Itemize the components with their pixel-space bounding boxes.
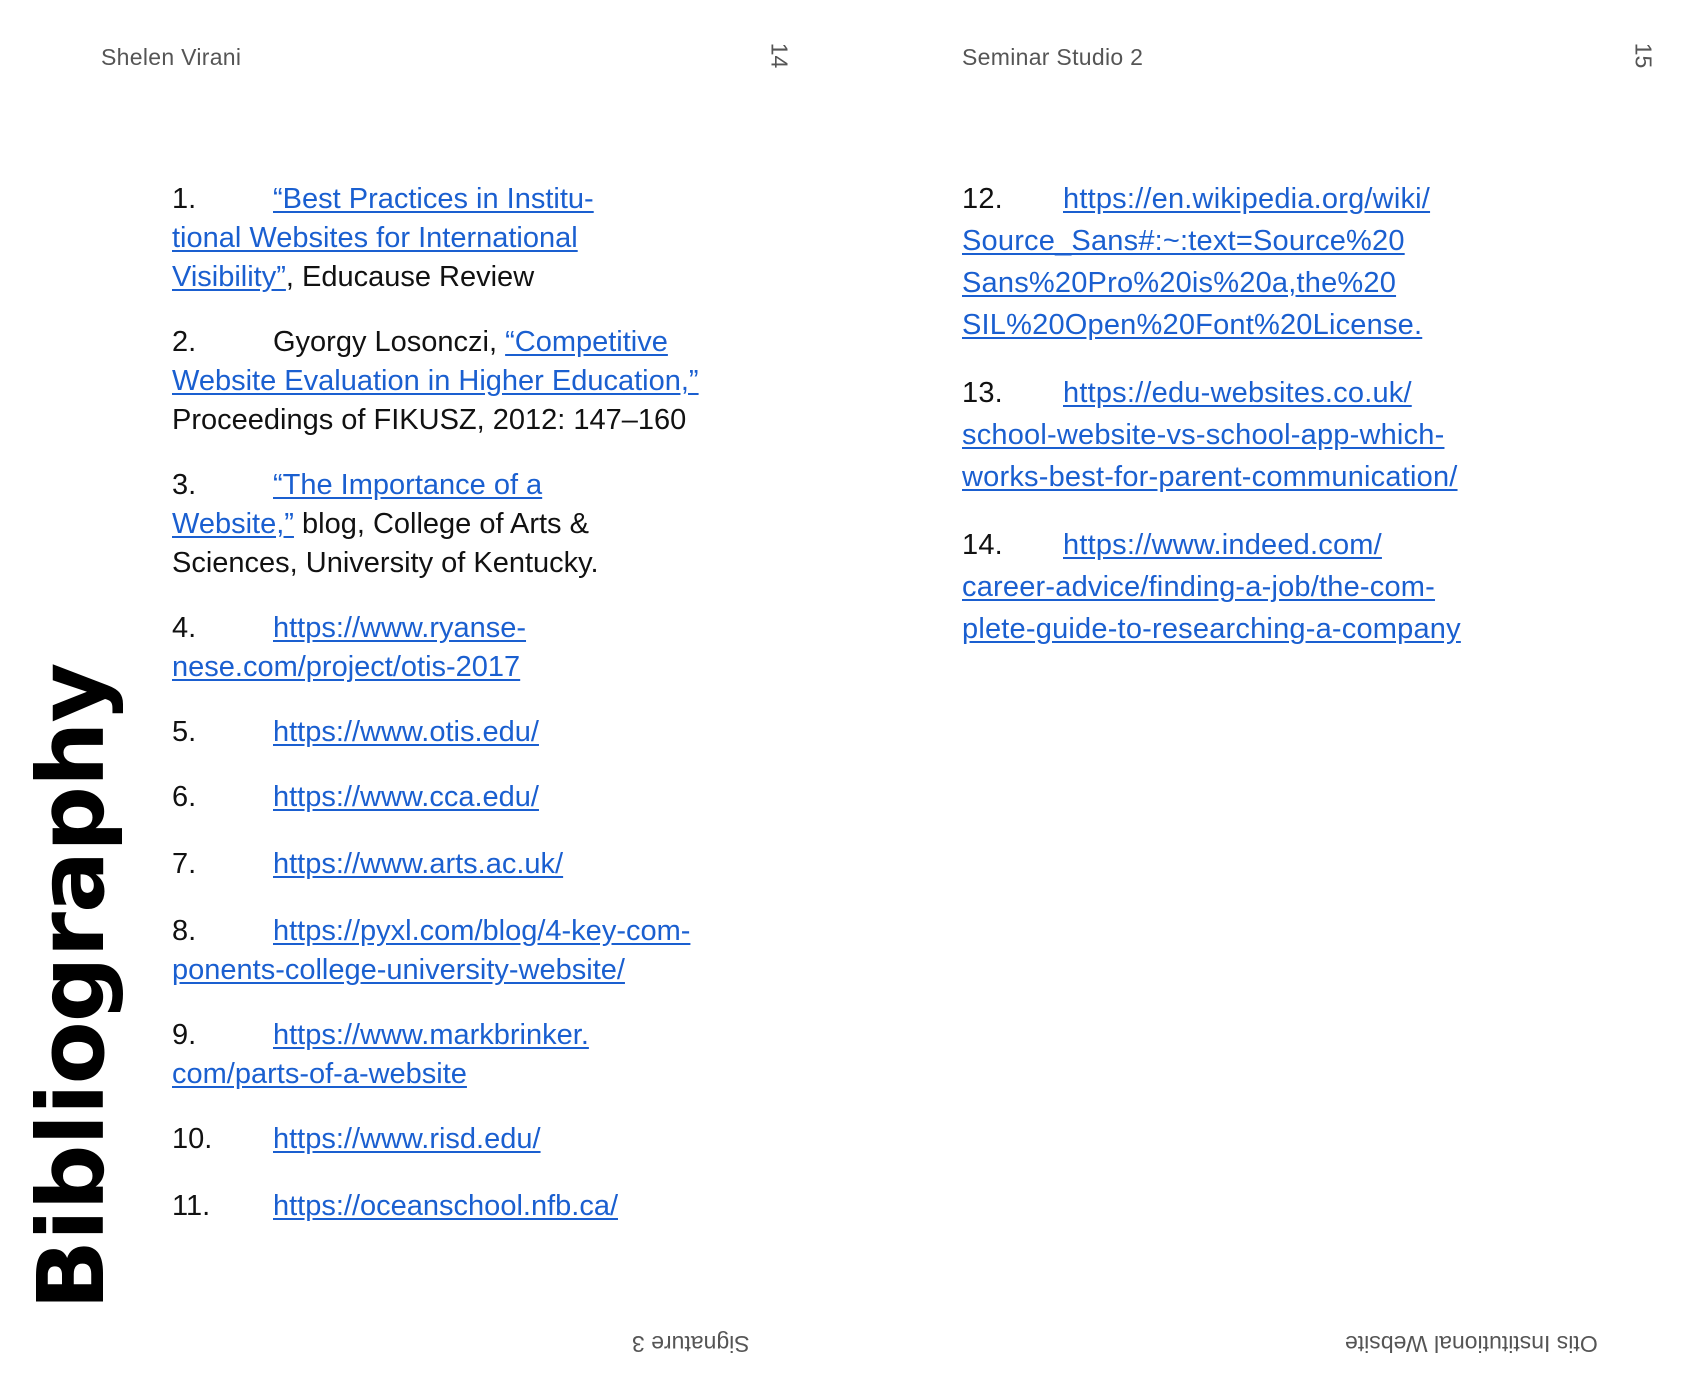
entry-10 (172, 1120, 772, 1159)
entry-8 (172, 912, 772, 990)
entry-link[interactable]: tional Websites for International (172, 222, 578, 254)
bibliography-left-column (172, 180, 772, 1226)
entry-link[interactable]: com/parts-of-a-website (172, 1058, 467, 1090)
entry-link[interactable]: https://www.cca.edu/ (273, 781, 539, 813)
entry-1 (172, 180, 772, 297)
entry-13 (962, 372, 1582, 498)
entry-link[interactable]: https://www.arts.ac.uk/ (273, 848, 564, 880)
entry-link[interactable]: “Best Practices in Institu- (273, 183, 594, 215)
entry-link[interactable]: ponents-college-university-website/ (172, 954, 625, 986)
entry-number: 11. (172, 1190, 211, 1222)
entry-link[interactable]: https://www.indeed.com/ (1063, 529, 1382, 561)
entry-link[interactable]: https://www.otis.edu/ (273, 716, 539, 748)
entry-4 (172, 609, 772, 687)
entry-number: 9. (172, 1019, 197, 1051)
entry-link[interactable]: nese.com/project/otis-2017 (172, 651, 521, 683)
entry-number: 6. (172, 781, 197, 813)
entry-source: , Educause Review (285, 261, 535, 293)
entry-author: Gyorgy Losonczi, (273, 326, 506, 358)
left-running-header: Shelen Virani (101, 44, 242, 70)
entry-11 (172, 1187, 772, 1226)
entry-link[interactable]: “The Importance of a (273, 469, 543, 501)
right-running-header: Seminar Studio 2 (962, 44, 1144, 70)
entry-link[interactable]: https://www.ryanse- (273, 612, 527, 644)
entry-number: 8. (172, 915, 197, 947)
entry-link[interactable]: Website Evaluation in Higher Education,” (172, 365, 699, 397)
entry-number: 3. (172, 469, 197, 501)
entry-14 (962, 524, 1582, 650)
entry-source: Proceedings of FIKUSZ, 2012: 147–160 (172, 404, 687, 436)
entry-link[interactable]: https://en.wikipedia.org/wiki/ (1063, 183, 1431, 215)
entry-12 (962, 178, 1582, 346)
entry-2 (172, 323, 772, 440)
entry-link[interactable]: Sans%20Pro%20is%20a,the%20 (962, 267, 1397, 299)
entry-5 (172, 713, 772, 752)
entry-link[interactable]: career-advice/finding-a-job/the-com- (962, 571, 1436, 603)
entry-number: 4. (172, 612, 197, 644)
entry-9 (172, 1016, 772, 1094)
bibliography-right-column (962, 178, 1582, 650)
entry-number: 13. (962, 377, 1003, 409)
entry-6 (172, 778, 772, 817)
entry-number: 5. (172, 716, 197, 748)
section-title: Bibliography (18, 663, 125, 1310)
right-page-number: 15 (1630, 42, 1657, 69)
left-page-number: 14 (766, 42, 793, 69)
entry-link[interactable]: https://pyxl.com/blog/4-key-com- (273, 915, 691, 947)
entry-link[interactable]: works-best-for-parent-communication/ (962, 461, 1458, 493)
right-footer: Otis Institutional Website (1345, 1331, 1598, 1357)
left-footer: Signature 3 (632, 1331, 750, 1357)
entry-link[interactable]: SIL%20Open%20Font%20License. (962, 309, 1423, 341)
entry-link[interactable]: Source_Sans#:~:text=Source%20 (962, 225, 1405, 257)
entry-number: 2. (172, 326, 197, 358)
entry-link[interactable]: https://edu-websites.co.uk/ (1063, 377, 1412, 409)
entry-source: Sciences, University of Kentucky. (172, 547, 599, 579)
entry-link[interactable]: school-website-vs-school-app-which- (962, 419, 1445, 451)
entry-7 (172, 845, 772, 884)
entry-3 (172, 466, 772, 583)
entry-number: 12. (962, 183, 1003, 215)
entry-link[interactable]: “Competitive (505, 326, 668, 358)
entry-source: blog, College of Arts & (293, 508, 589, 540)
entry-link[interactable]: https://www.markbrinker. (273, 1019, 589, 1051)
entry-number: 7. (172, 848, 197, 880)
entry-link[interactable]: plete-guide-to-researching-a-company (962, 613, 1461, 645)
entry-link[interactable]: https://www.risd.edu/ (273, 1123, 541, 1155)
entry-number: 14. (962, 529, 1003, 561)
entry-link[interactable]: https://oceanschool.nfb.ca/ (273, 1190, 618, 1222)
entry-number: 1. (172, 183, 197, 215)
entry-number: 10. (172, 1123, 213, 1155)
entry-link[interactable]: Visibility” (172, 261, 286, 293)
entry-link[interactable]: Website,” (172, 508, 294, 540)
